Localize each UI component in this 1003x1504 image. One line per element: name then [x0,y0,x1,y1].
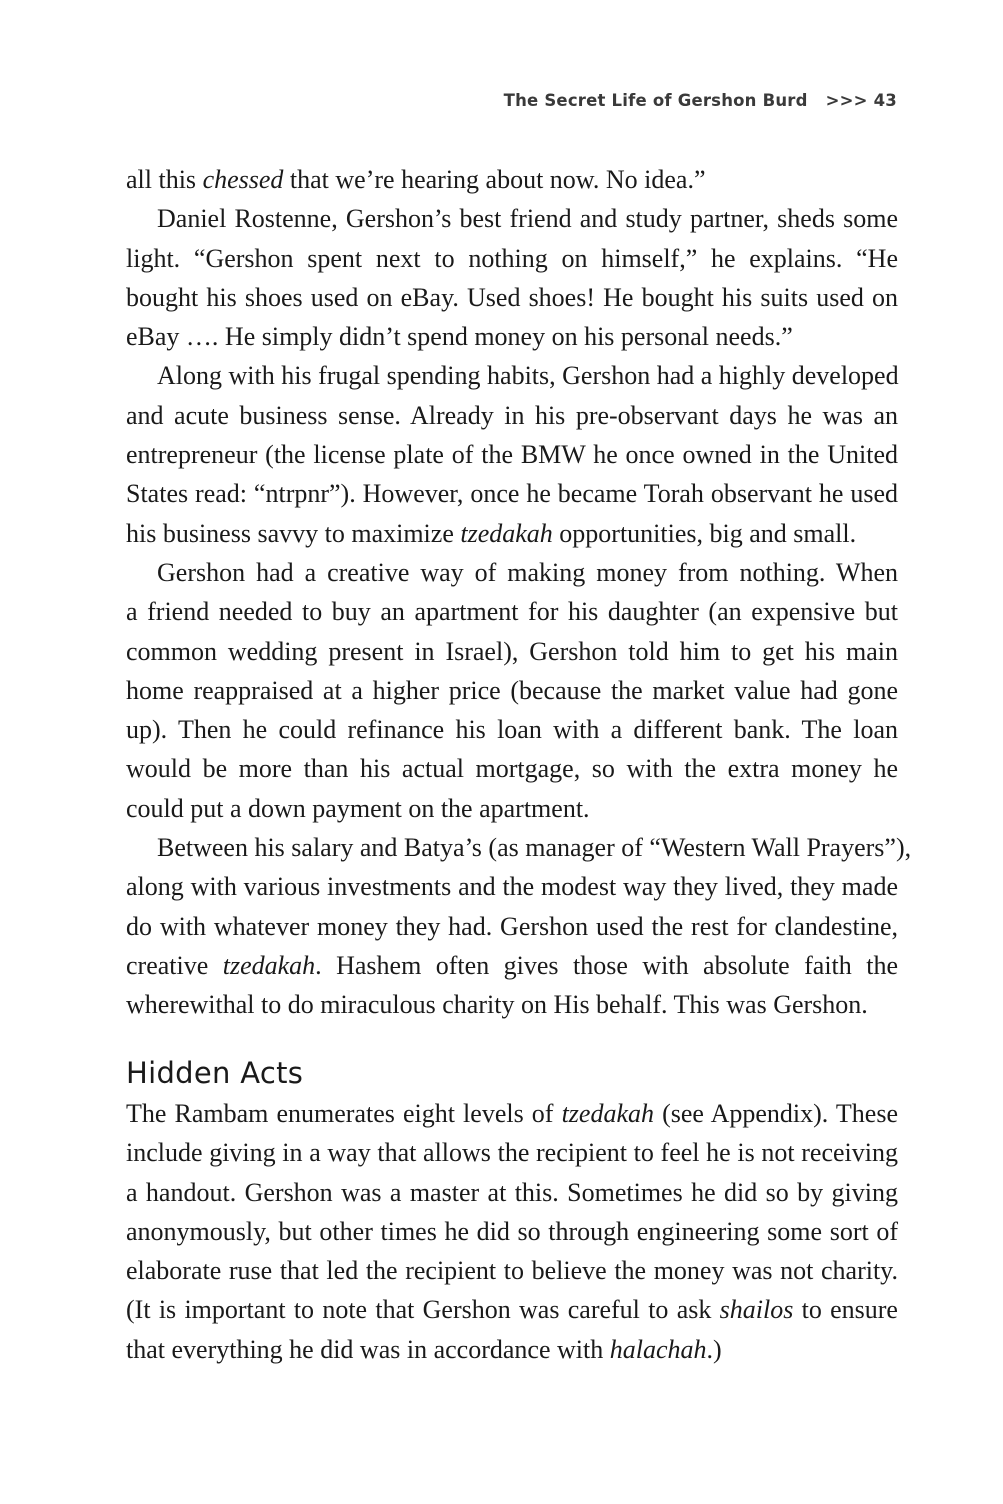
text-run: entrepreneur (the license plate of the BMW he once owned in the United [126,440,898,470]
text-run: that everything he did was in accordance with [126,1334,610,1364]
text-run: could put a down payment on the apartment. [126,793,590,823]
running-head [504,91,897,110]
text-run: light. “Gershon spent next to nothing on himself,” he explains. “He [126,243,898,273]
text-line [126,985,898,1024]
text-line [126,946,898,985]
text-line [126,396,898,435]
text-run: include giving in a way that allows the recipient to feel he is not receiving [126,1138,898,1168]
text-run: The Rambam enumerates eight levels of [126,1099,562,1128]
body-text-section-2 [126,1094,898,1369]
text-run: elaborate ruse that led the recipient to believe the money was not charity. [126,1256,898,1286]
text-run: (It is important to note that Gershon was careful to ask [126,1295,720,1325]
text-run: creative [126,950,223,980]
italic-term: shailos [719,1295,794,1325]
text-run: Along with his frugal spending habits, Gershon had a highly developed [157,361,899,391]
text-run: along with various investments and the modest way they lived, they made [126,872,898,902]
text-line [126,789,898,828]
text-run: home reappraised at a higher price (because the market value had gone [126,675,898,705]
text-line [126,1330,898,1369]
text-run: Daniel Rostenne, Gershon’s best friend and study partner, sheds some [157,204,898,234]
text-run: States read: “ntrpnr”). However, once he became Torah observant he used [126,479,898,509]
text-run: up). Then he could refinance his loan with a different bank. The loan [126,715,898,745]
text-line [126,474,898,513]
text-line [126,1133,898,1172]
text-run: eBay …. He simply didn’t spend money on his personal needs.” [126,322,793,352]
text-run: his business savvy to maximize [126,518,461,548]
text-line [126,1212,898,1251]
section-heading: Hidden Acts [126,1056,304,1090]
text-line [126,1173,898,1212]
text-run: would be more than his actual mortgage, so with the extra money he [126,754,898,784]
text-line [126,867,898,906]
text-line [126,749,898,788]
text-line [126,1094,898,1133]
running-head-separator: >>> [825,91,868,110]
text-run: Gershon had a creative way of making money from nothing. When [157,557,898,587]
italic-term: chessed [202,165,284,194]
text-line [126,356,898,395]
text-line [126,239,898,278]
text-line [126,907,898,946]
text-run: common wedding present in Israel), Gershon told him to get his main [126,636,898,666]
text-run: and acute business sense. Already in his pre-observant days he was an [126,400,898,430]
text-line [126,671,898,710]
text-run: a handout. Gershon was a master at this. Sometimes he did so by giving [126,1177,898,1207]
text-run: do with whatever money they had. Gershon used the rest for clandestine, [126,911,898,941]
text-run: opportunities, big and small. [552,518,857,548]
text-line [126,435,898,474]
text-run: to ensure [793,1295,898,1325]
text-run: .) [706,1334,722,1364]
text-run: anonymously, but other times he did so through engineering some sort of [126,1216,898,1246]
text-run: bought his shoes used on eBay. Used shoes! He bought his suits used on [126,282,898,312]
text-run: all this [126,165,203,194]
text-line [126,828,912,867]
text-run: a friend needed to buy an apartment for his daughter (an expensive but [126,597,898,627]
text-run: (see Appendix). These [653,1099,899,1128]
body-text-section-1 [126,160,912,1025]
text-line [126,514,898,553]
italic-term: tzedakah [460,518,553,548]
text-line [126,553,898,592]
text-run: Between his salary and Batya’s (as manager of “Western Wall Prayers”), [157,833,912,863]
text-run: . Hashem often gives those with absolute faith the [315,950,898,980]
italic-term: tzedakah [222,950,316,980]
text-run: that we’re hearing about now. No idea.” [283,165,706,194]
page-number: 43 [873,91,897,110]
italic-term: halachah [609,1334,707,1364]
text-line [126,710,898,749]
text-line [126,278,898,317]
italic-term: tzedakah [561,1099,654,1128]
text-line [126,1251,898,1290]
text-line [126,1290,898,1329]
text-line [126,632,898,671]
text-line [126,199,898,238]
text-line [126,317,898,356]
text-run: wherewithal to do miraculous charity on His behalf. This was Gershon. [126,990,868,1020]
text-line [126,160,898,199]
text-line [126,592,898,631]
running-head-title: The Secret Life of Gershon Burd [503,91,808,110]
